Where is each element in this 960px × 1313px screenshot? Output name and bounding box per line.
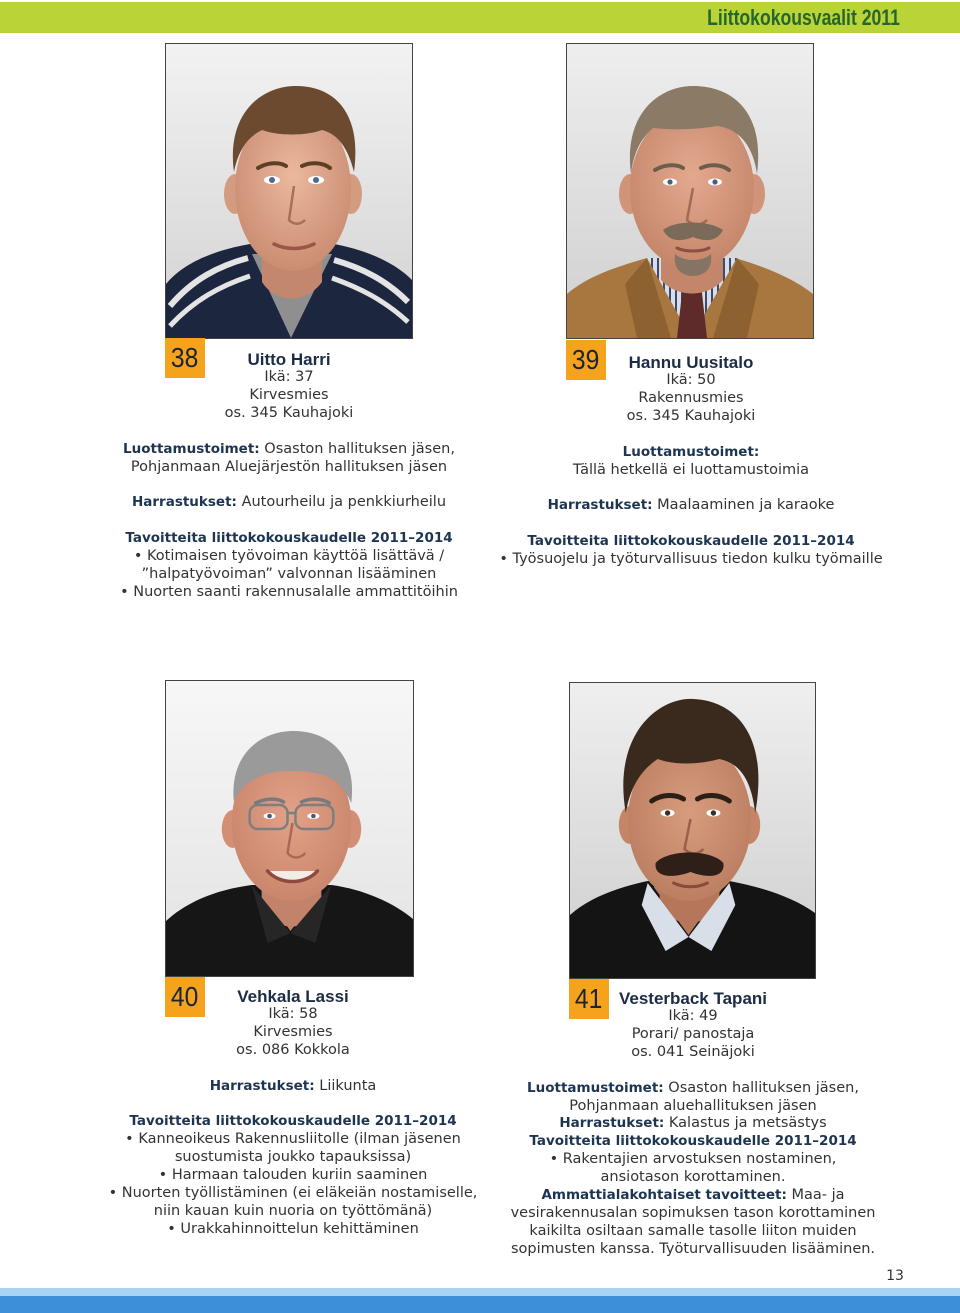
sector-text: sopimusten kanssa. Työturvallisuuden lisääminen. bbox=[510, 1240, 876, 1257]
goal-line: • Harmaan talouden kuriin saaminen bbox=[158, 1167, 428, 1184]
trust-line bbox=[473, 1080, 913, 1098]
candidate-profession: Porari/ panostaja bbox=[631, 1025, 755, 1042]
candidate-branch: os. 345 Kauhajoki bbox=[626, 407, 756, 424]
trust-text: Pohjanmaan aluehallituksen jäsen bbox=[569, 1097, 817, 1114]
candidate-photo bbox=[165, 43, 413, 339]
portrait-image bbox=[567, 44, 813, 338]
trust-label: Luottamustoimet: bbox=[622, 443, 760, 460]
trust-label: Luottamustoimet: bbox=[527, 1079, 664, 1096]
trust-text: Osaston hallituksen jäsen, bbox=[668, 1079, 859, 1096]
goal-line: • Kanneoikeus Rakennusliitolle (ilman jäsenen bbox=[125, 1131, 461, 1148]
candidate-info bbox=[73, 987, 513, 1239]
hobbies-text: Maalaaminen ja karaoke bbox=[657, 497, 835, 514]
candidate-profession: Rakennusmies bbox=[638, 389, 744, 406]
candidate-photo bbox=[569, 682, 816, 979]
trust-text: Pohjanmaan Aluejärjestön hallituksen jäsen bbox=[130, 458, 448, 475]
hobbies-line bbox=[69, 494, 509, 512]
section-title: Liittokokousvaalit 2011 bbox=[707, 5, 900, 30]
goal-line: • Kotimaisen työvoiman käyttöä lisättävä / bbox=[133, 548, 445, 565]
sector-line bbox=[473, 1187, 913, 1205]
goal-line: • Nuorten saanti rakennusalalle ammattitöihin bbox=[120, 583, 458, 600]
hobbies-label: Harrastukset: bbox=[547, 497, 653, 514]
sector-label: Ammattialakohtaiset tavoitteet: bbox=[541, 1187, 787, 1204]
bottom-stripe bbox=[0, 1296, 960, 1313]
page-number: 13 bbox=[886, 1268, 904, 1284]
portrait-image bbox=[570, 683, 815, 978]
candidate-age: Ikä: 58 bbox=[268, 1006, 318, 1022]
candidate-age: Ikä: 49 bbox=[668, 1008, 718, 1024]
bottom-stripe-light bbox=[0, 1288, 960, 1296]
hobbies-line bbox=[471, 497, 911, 515]
header-bar bbox=[0, 2, 960, 33]
candidate-number: 41 bbox=[575, 983, 603, 1014]
candidate-photo bbox=[566, 43, 814, 339]
candidate-branch: os. 086 Kokkola bbox=[236, 1041, 350, 1058]
goals-title: Tavoitteita liittokokouskaudelle 2011–2014 bbox=[527, 533, 855, 550]
hobbies-label: Harrastukset: bbox=[131, 494, 237, 511]
sector-text: Maa- ja bbox=[791, 1187, 845, 1204]
hobbies-text: Autourheilu ja penkkiurheilu bbox=[241, 494, 447, 511]
candidate-name: Vesterback Tapani bbox=[618, 989, 768, 1008]
trust-text: Osaston hallituksen jäsen, bbox=[264, 440, 455, 457]
goal-line: suostumista joukko tapauksissa) bbox=[174, 1149, 412, 1166]
goals-title: Tavoitteita liittokokouskaudelle 2011–2014 bbox=[125, 530, 453, 547]
hobbies-label: Harrastukset: bbox=[209, 1077, 315, 1094]
candidate-age: Ikä: 37 bbox=[264, 369, 314, 385]
goal-line: • Urakkahinnoittelun kehittäminen bbox=[167, 1220, 419, 1237]
goal-line: • Nuorten työllistäminen (ei eläkeiän nostamiselle, bbox=[108, 1185, 478, 1202]
trust-text: Tällä hetkellä ei luottamustoimia bbox=[572, 461, 810, 478]
candidate-branch: os. 345 Kauhajoki bbox=[224, 404, 354, 421]
goal-line: niin kauan kuin nuoria on työttömänä) bbox=[153, 1202, 433, 1219]
candidate-info bbox=[473, 989, 913, 1259]
candidate-branch: os. 041 Seinäjoki bbox=[631, 1043, 755, 1060]
candidate-profession: Kirvesmies bbox=[249, 386, 329, 403]
hobbies-text: Liikunta bbox=[319, 1077, 377, 1094]
candidate-number: 39 bbox=[572, 344, 600, 375]
trust-line bbox=[69, 441, 509, 459]
candidate-profession: Kirvesmies bbox=[253, 1023, 333, 1040]
goal-line: • Rakentajien arvostuksen nostaminen, bbox=[549, 1151, 837, 1168]
hobbies-line bbox=[473, 1115, 913, 1133]
portrait-image bbox=[166, 44, 412, 338]
sector-text: vesirakennusalan sopimuksen tason korottaminen bbox=[510, 1204, 876, 1221]
candidate-number: 38 bbox=[171, 342, 199, 373]
candidate-name: Vehkala Lassi bbox=[237, 987, 349, 1006]
hobbies-text: Kalastus ja metsästys bbox=[668, 1115, 827, 1132]
hobbies-line bbox=[73, 1078, 513, 1096]
candidate-name: Uitto Harri bbox=[247, 350, 331, 369]
candidate-info bbox=[471, 353, 911, 569]
hobbies-label: Harrastukset: bbox=[559, 1115, 665, 1132]
candidate-photo bbox=[165, 680, 414, 977]
candidate-number: 40 bbox=[171, 981, 199, 1012]
candidate-age: Ikä: 50 bbox=[666, 372, 716, 388]
goal-line: ”halpatyövoiman” valvonnan lisääminen bbox=[141, 565, 437, 582]
candidate-name: Hannu Uusitalo bbox=[628, 353, 754, 372]
goal-line: ansiotason korottaminen. bbox=[600, 1169, 786, 1186]
sector-text: kaikilta osiltaan samalle tasolle liiton muiden bbox=[529, 1222, 857, 1239]
candidate-info bbox=[69, 350, 509, 602]
goals-title: Tavoitteita liittokokouskaudelle 2011–2014 bbox=[129, 1113, 457, 1130]
trust-label: Luottamustoimet: bbox=[123, 440, 260, 457]
goal-line: • Työsuojelu ja työturvallisuus tiedon kulku työmaille bbox=[499, 551, 883, 568]
goals-title: Tavoitteita liittokokouskaudelle 2011–2014 bbox=[529, 1133, 857, 1150]
portrait-image bbox=[166, 681, 413, 976]
